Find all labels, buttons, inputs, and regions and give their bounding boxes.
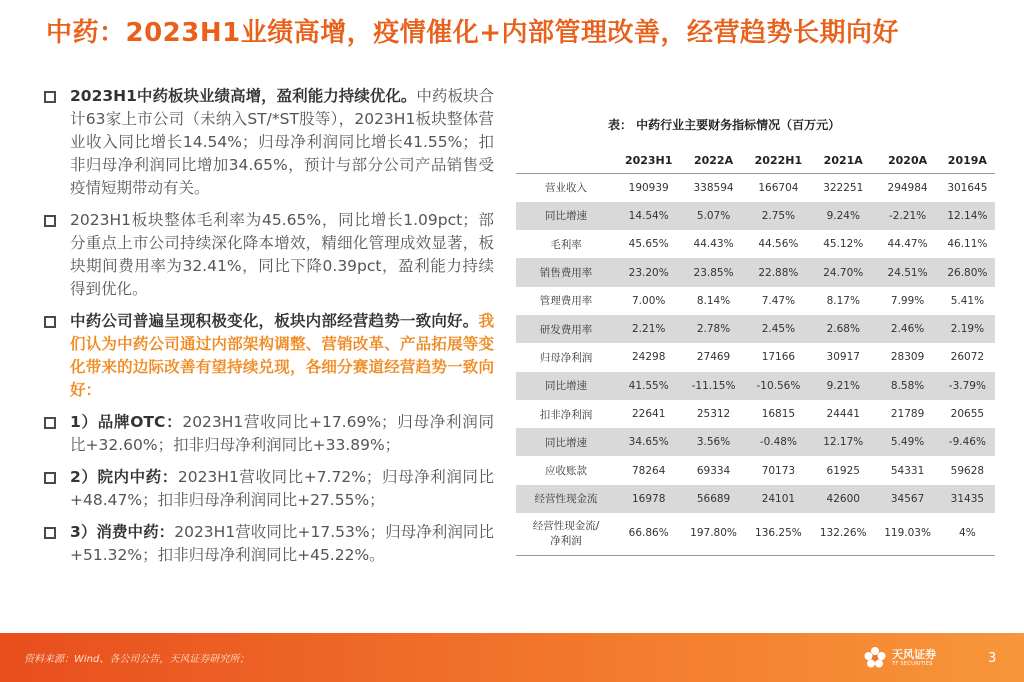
table-cell: -10.56%	[746, 372, 811, 400]
table-row	[516, 428, 995, 456]
table-cell: 22.88%	[746, 258, 811, 286]
column-header: 2023H1	[616, 147, 681, 174]
table-cell: 22641	[631, 408, 666, 421]
row-label: 同比增速	[516, 202, 616, 230]
table-cell: 44.43%	[693, 238, 734, 251]
table-body	[516, 174, 995, 556]
bullet-heading: 1）品牌OTC：	[70, 413, 183, 431]
source-note: 资料来源：Wind、各公司公告，天风证券研究所；	[24, 654, 250, 665]
row-label: 扣非净利润	[539, 408, 593, 421]
table-cell: 16815	[761, 408, 796, 421]
row-label: 毛利率	[550, 238, 582, 251]
company-logo	[862, 645, 936, 671]
table-cell: 70173	[761, 464, 796, 477]
table-cell: 27469	[696, 351, 731, 364]
financial-table	[516, 146, 995, 556]
table-row	[516, 513, 995, 555]
table-title: 表： 中药行业主要财务指标情况（百万元）	[608, 118, 841, 132]
table-cell: 14.54%	[616, 202, 681, 230]
row-label: 同比增速	[516, 428, 616, 456]
table-cell: 25312	[696, 408, 731, 421]
table-cell: 8.58%	[875, 372, 939, 400]
table-cell: 42600	[811, 485, 875, 513]
table-cell: 2.68%	[811, 315, 875, 343]
table-cell: 12.14%	[940, 202, 995, 230]
bullet-list	[44, 85, 494, 576]
table-cell: 132.26%	[811, 513, 875, 555]
logo-name: 天风证券	[892, 647, 936, 661]
table-row	[516, 230, 995, 258]
table-cell: 21789	[890, 408, 925, 421]
table-cell: 7.47%	[761, 294, 796, 307]
bullet-highlight: 我们认为中药公司通过内部架构调整、营销改革、产品拓展等变化带来的边际改善有望持续兑现，各细分赛道经营趋势一致向好：	[70, 312, 494, 399]
bullet-item	[44, 209, 494, 301]
bullet-text: 2023H1营收同比+17.53%；归母净利润同比+51.32%；扣非归母净利润同比+45.22%。	[70, 523, 494, 564]
flower-logo-icon	[862, 645, 888, 671]
row-label: 管理费用率	[539, 295, 593, 308]
bullet-item	[44, 85, 494, 200]
table-cell: 3.56%	[681, 428, 745, 456]
row-label: 应收账款	[545, 465, 587, 478]
table-row	[516, 372, 995, 400]
bullet-text: 2023H1营收同比+17.69%；归母净利润同比+32.60%；扣非归母净利润同比+33.89%；	[70, 413, 494, 454]
table-cell: 24441	[826, 408, 860, 421]
table-cell: 9.24%	[811, 202, 875, 230]
bullet-text: 2023H1板块整体毛利率为45.65%，同比增长1.09pct；部分重点上市公司持续深化降本增效，精细化管理成效显著，板块期间费用率为32.41%，同比下降0.39pct，盈利能力持续得到优化。	[70, 211, 494, 298]
bullet-heading: 3）消费中药：	[70, 523, 175, 541]
table-cell: 46.11%	[947, 238, 988, 251]
table-cell: 54331	[890, 464, 925, 477]
table-cell: 9.21%	[811, 372, 875, 400]
table-cell: 2.45%	[746, 315, 811, 343]
square-bullet-icon	[44, 472, 56, 484]
bullet-text: 2023H1营收同比+7.72%；归母净利润同比+48.47%；扣非归母净利润同比+27.55%；	[70, 468, 494, 509]
table-cell: 24298	[631, 351, 666, 364]
table-cell: 45.65%	[628, 238, 669, 251]
bullet-text: 中药板块合计63家上市公司（未纳入ST/*ST股等），2023H1板块整体营业收入同比增长14.54%；归母净利润同比增长41.55%；扣非归母净利润同比增加34.65%，预计与部分公司产品销售受疫情短期带动有关。	[70, 87, 494, 197]
table-row	[516, 400, 995, 428]
bullet-heading: 2）院内中药：	[70, 468, 178, 486]
table-cell: 61925	[826, 464, 860, 477]
table-cell: 31435	[940, 485, 995, 513]
row-label: 同比增速	[516, 372, 616, 400]
table-cell: 34567	[875, 485, 939, 513]
table-cell: 2.19%	[940, 315, 995, 343]
column-header	[516, 147, 616, 174]
square-bullet-icon	[44, 316, 56, 328]
table-cell: 5.07%	[681, 202, 745, 230]
table-cell: 166704	[758, 181, 799, 194]
table-cell: 301645	[947, 181, 988, 194]
page-number: 3	[988, 651, 997, 666]
table-row	[516, 315, 995, 343]
table-cell: -2.21%	[875, 202, 939, 230]
table-cell: -11.15%	[681, 372, 745, 400]
table-row	[516, 485, 995, 513]
table-cell: 41.55%	[616, 372, 681, 400]
table-cell: 7.99%	[890, 294, 925, 307]
table-cell: 26.80%	[940, 258, 995, 286]
table-cell: 44.56%	[758, 238, 799, 251]
table-cell: 24.70%	[811, 258, 875, 286]
table-row	[516, 202, 995, 230]
table-cell: 24.51%	[875, 258, 939, 286]
table-cell: 2.46%	[875, 315, 939, 343]
bullet-item	[44, 521, 494, 567]
table-cell: 7.00%	[632, 294, 666, 307]
table-cell: -0.48%	[746, 428, 811, 456]
table-cell: 136.25%	[746, 513, 811, 555]
table-cell: 69334	[696, 464, 731, 477]
table-cell: 78264	[631, 464, 666, 477]
table-cell: 23.20%	[616, 258, 681, 286]
bullet-item	[44, 411, 494, 457]
square-bullet-icon	[44, 215, 56, 227]
table-cell: 322251	[823, 181, 864, 194]
table-cell: 59628	[950, 464, 985, 477]
table-cell: 2.75%	[746, 202, 811, 230]
table-cell: 119.03%	[875, 513, 939, 555]
table-cell: 8.14%	[696, 294, 731, 307]
table-cell: 8.17%	[826, 294, 860, 307]
table-cell: 190939	[628, 181, 669, 194]
table-cell: 197.80%	[681, 513, 745, 555]
column-header: 2019A	[940, 147, 995, 174]
square-bullet-icon	[44, 417, 56, 429]
table-cell: 2.78%	[681, 315, 745, 343]
row-label: 归母净利润	[539, 351, 593, 364]
table-cell: 2.21%	[616, 315, 681, 343]
table-cell: 26072	[950, 351, 985, 364]
table-cell: 24101	[746, 485, 811, 513]
table-cell: 4%	[940, 513, 995, 555]
table-cell: -3.79%	[940, 372, 995, 400]
table-row	[516, 456, 995, 484]
table-row	[516, 258, 995, 286]
table-cell: 12.17%	[811, 428, 875, 456]
table-cell: 34.65%	[616, 428, 681, 456]
logo-subtitle: TF SECURITIES	[892, 660, 933, 667]
square-bullet-icon	[44, 91, 56, 103]
row-label: 经营性现金流/ 净利润	[516, 513, 616, 555]
table-cell: 17166	[761, 351, 796, 364]
table-cell: 294984	[887, 181, 928, 194]
row-label: 营业收入	[545, 182, 587, 195]
bullet-heading: 中药公司普遍呈现积极变化，板块内部经营趋势一致向好。	[70, 312, 479, 330]
row-label: 销售费用率	[516, 258, 616, 286]
bullet-item	[44, 310, 494, 402]
column-header: 2020A	[875, 147, 939, 174]
table-row	[516, 174, 995, 202]
square-bullet-icon	[44, 527, 56, 539]
table-cell: 5.41%	[950, 294, 985, 307]
table-header-row	[516, 147, 995, 174]
table-cell: 338594	[693, 181, 734, 194]
table-cell: 28309	[890, 351, 925, 364]
table-row	[516, 287, 995, 315]
table-cell: 66.86%	[616, 513, 681, 555]
table-row	[516, 343, 995, 371]
table-cell: 44.47%	[887, 238, 928, 251]
column-header: 2022A	[681, 147, 745, 174]
row-label: 经营性现金流	[516, 485, 616, 513]
table-cell: 16978	[616, 485, 681, 513]
table-cell: 20655	[950, 408, 985, 421]
table-cell: 30917	[826, 351, 860, 364]
page-title: 中药：2023H1业绩高增，疫情催化+内部管理改善，经营趋势长期向好	[46, 18, 899, 48]
table-cell: 23.85%	[681, 258, 745, 286]
table-cell: 45.12%	[823, 238, 864, 251]
table-cell: -9.46%	[940, 428, 995, 456]
bullet-heading: 2023H1中药板块业绩高增，盈利能力持续优化。	[70, 87, 417, 105]
column-header: 2022H1	[746, 147, 811, 174]
bullet-item	[44, 466, 494, 512]
table-cell: 56689	[681, 485, 745, 513]
column-header: 2021A	[811, 147, 875, 174]
table-cell: 5.49%	[875, 428, 939, 456]
row-label: 研发费用率	[516, 315, 616, 343]
